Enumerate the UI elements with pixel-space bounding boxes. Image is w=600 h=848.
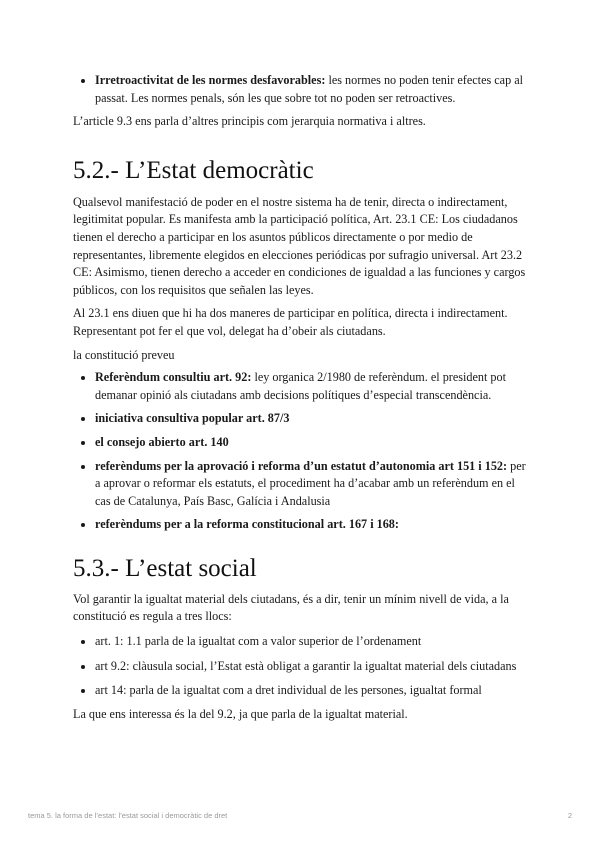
list-item	[73, 369, 531, 404]
social-paragraph-1: Vol garantir la igualtat material dels ciutadans, és a dir, tenir un mínim nivell de vida, a la constitució es regula a tres llocs:	[73, 591, 509, 624]
list-item	[73, 434, 531, 452]
list-item-title: Irretroactivitat de les normes desfavorables:	[95, 73, 326, 87]
footer-title: tema 5. la forma de l’estat: l’estat social i democràtic de dret	[28, 811, 228, 820]
list-item-title: el consejo abierto art. 140	[95, 434, 229, 449]
top-bullet-list	[73, 72, 531, 107]
list-item-text: ley organica 2/1980 de referèndum. el president pot demanar opinió als ciutadans amb decisions polítiques d’especial transcendència.	[95, 370, 507, 402]
page-content	[73, 72, 531, 723]
list-item-text: les normes no poden tenir efectes cap al passat. Les normes penals, són les que sobre tot no poden ser retroactives.	[95, 73, 524, 105]
list-item-title: iniciativa consultiva popular art. 87/3	[95, 411, 290, 426]
list-item-title: Referèndum consultiu art. 92:	[95, 370, 252, 385]
list-item: art 9.2: clàusula social, l’Estat està obligat a garantir la igualtat material dels ciutadans	[73, 658, 531, 676]
section-heading-social: 5.3.- L’estat social	[73, 554, 257, 582]
intro-paragraph: L’article 9.3 ens parla d’altres principis com jerarquia normativa i altres.	[73, 114, 426, 129]
page-footer	[28, 811, 572, 820]
list-item	[73, 458, 531, 511]
section-heading-democratic: 5.2.- L’Estat democràtic	[73, 156, 314, 184]
democratic-paragraph-1: Qualsevol manifestació de poder en el nostre sistema ha de tenir, directa o indirectament, legitimitat popular. Es manifesta amb la participació política, Art. 23.1 CE: Los ciudadanos tienen el derecho a participar en los asuntos públicos directamente o por medio de representantes, libremente elegidos en elecciones periódicas por sufragio universal. Art 23.2 CE: Asimismo, tienen derecho a acceder en condiciones de igualdad a las funciones y cargos públicos, con los requisitos que señalen las leyes.	[73, 194, 526, 297]
democratic-bullet-list	[73, 369, 531, 534]
page-number: 2	[567, 811, 572, 820]
list-item	[73, 72, 531, 107]
list-item: art 14: parla de la igualtat com a dret individual de les persones, igualtat formal	[73, 682, 531, 700]
list-item-title: referèndums per la aprovació i reforma d’un estatut d’autonomia art 151 i 152:	[95, 458, 508, 473]
list-item-text: per a aprovar o reformar els estatuts, el procediment ha d’acabar amb un referèndum en el cas de Catalunya, País Basc, Galícia i Andalusia	[95, 458, 526, 508]
social-closing-paragraph: La que ens interessa és la del 9.2, ja que parla de la igualtat material.	[73, 706, 408, 721]
list-item-title: referèndums per a la reforma constitucional art. 167 i 168:	[95, 517, 399, 532]
democratic-paragraph-3: la constitució preveu	[73, 347, 175, 362]
social-bullet-list	[73, 633, 531, 700]
list-item	[73, 410, 531, 428]
list-item	[73, 516, 531, 534]
democratic-paragraph-2: Al 23.1 ens diuen que hi ha dos maneres de participar en política, directa i indirectament. Representant pot fer el que vol, delegat ha d’obeir als ciutadans.	[73, 306, 508, 338]
list-item: art. 1: 1.1 parla de la igualtat com a valor superior de l’ordenament	[73, 633, 531, 651]
